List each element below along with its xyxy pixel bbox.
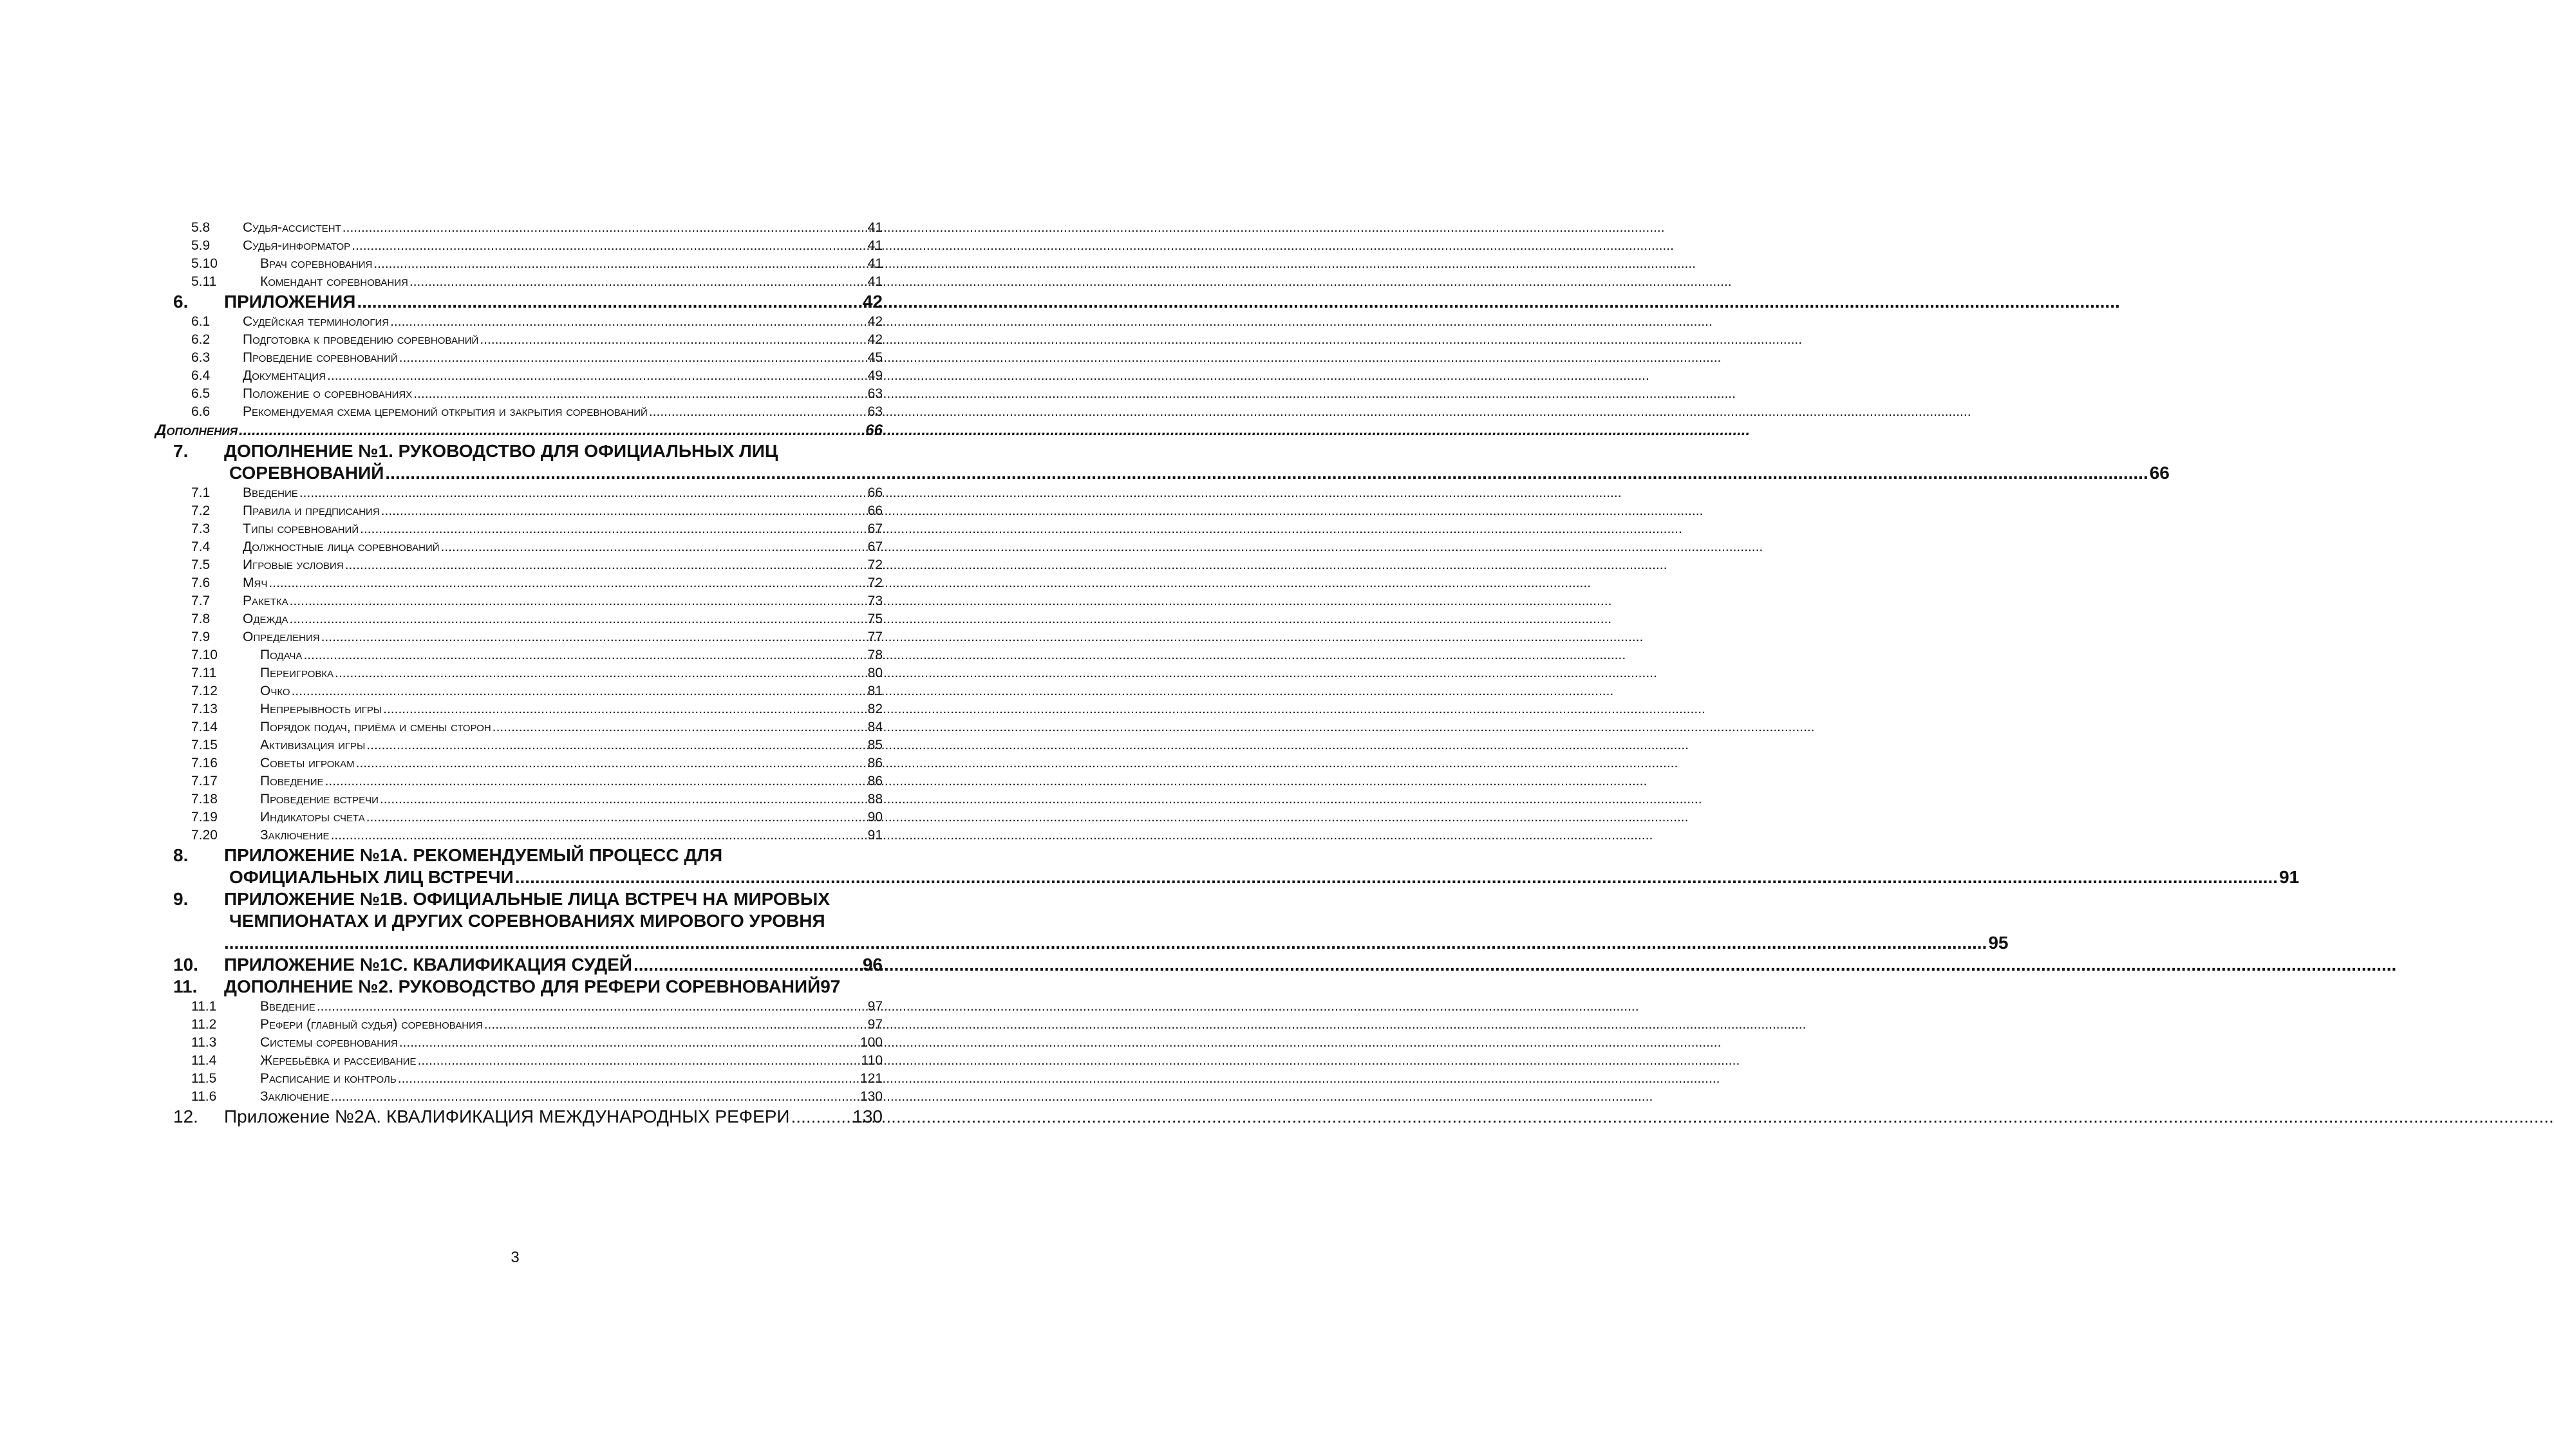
toc-chapter-11[interactable] <box>155 976 883 998</box>
dot-leader <box>292 682 867 700</box>
toc-page: 41 <box>867 238 883 253</box>
toc-number: 7.10 <box>191 648 218 662</box>
toc-number: 7.8 <box>191 611 211 626</box>
toc-number: 6.6 <box>191 404 211 419</box>
toc-entry-7-6[interactable] <box>155 574 883 592</box>
toc-number: 10. <box>173 955 198 975</box>
toc-page: 96 <box>862 955 883 975</box>
toc-number: 7.6 <box>191 575 211 590</box>
toc-title: Одежда <box>243 611 288 626</box>
dot-leader <box>352 237 866 255</box>
dot-leader <box>360 520 867 538</box>
toc-number: 11.1 <box>191 999 217 1014</box>
toc-entry-7-5[interactable] <box>155 556 883 574</box>
toc-title: ПРИЛОЖЕНИЕ №1С. КВАЛИФИКАЦИЯ СУДЕЙ <box>224 955 632 975</box>
toc-entry-7-13[interactable] <box>155 700 883 718</box>
toc-chapter-9[interactable] <box>155 888 2009 954</box>
toc-title: Ракетка <box>243 593 288 608</box>
dot-leader <box>441 538 867 556</box>
dot-leader <box>239 421 864 440</box>
dot-leader <box>356 754 867 772</box>
toc-page: 42 <box>867 314 883 329</box>
toc-page: 86 <box>867 756 883 770</box>
toc-entry-5-9[interactable] <box>155 237 883 255</box>
toc-title-line1: ПРИЛОЖЕНИЕ №1А. РЕКОМЕНДУЕМЫЙ ПРОЦЕСС ДЛЯ <box>224 845 723 865</box>
toc-title: Судья-информатор <box>243 238 351 253</box>
toc-page: 41 <box>867 256 883 271</box>
toc-entry-6-4[interactable] <box>155 367 883 385</box>
dot-leader <box>366 736 866 754</box>
toc-title: Положение о соревнованиях <box>243 386 413 401</box>
toc-page: 82 <box>867 702 883 716</box>
dot-leader <box>413 385 866 403</box>
dot-leader <box>399 349 867 367</box>
dot-leader <box>373 255 866 273</box>
toc-number: 7.2 <box>191 503 211 518</box>
toc-page: 130 <box>859 1089 883 1104</box>
toc-entry-7-9[interactable] <box>155 628 883 646</box>
dot-leader <box>515 866 2278 888</box>
toc-number: 11. <box>173 976 198 996</box>
toc-title-line2: ОФИЦИАЛЬНЫХ ЛИЦ ВСТРЕЧИ <box>229 867 514 887</box>
toc-title: Типы соревнований <box>243 521 359 536</box>
toc-number: 7.20 <box>191 828 218 843</box>
toc-title: Введение <box>243 485 298 500</box>
toc-entry-11-1[interactable] <box>155 998 883 1016</box>
toc-title: ПРИЛОЖЕНИЯ <box>224 292 356 312</box>
toc-number: 7.15 <box>191 738 218 752</box>
toc-title: ДОПОЛНЕНИЕ №2. РУКОВОДСТВО ДЛЯ РЕФЕРИ СОРЕВНОВАНИЙ <box>224 976 821 996</box>
dot-leader <box>357 291 861 313</box>
toc-page: 86 <box>867 774 883 789</box>
dot-leader <box>317 998 867 1016</box>
toc-page: 97 <box>820 976 841 996</box>
toc-page: 81 <box>867 684 883 698</box>
toc-title: Подготовка к проведению соревнований <box>243 332 479 347</box>
toc-number: 9. <box>173 889 189 909</box>
toc-title-line1: ДОПОЛНЕНИЕ №1. РУКОВОДСТВО ДЛЯ ОФИЦИАЛЬНЫХ ЛИЦ <box>224 441 778 461</box>
dot-leader <box>303 646 866 664</box>
toc-entry-7-10[interactable] <box>155 646 883 664</box>
toc-title: Советы игрокам <box>260 756 355 770</box>
toc-number: 11.4 <box>191 1053 217 1068</box>
toc-page: 91 <box>2279 867 2300 887</box>
toc-page: 66 <box>2149 463 2170 483</box>
toc-entry-7-19[interactable] <box>155 808 883 826</box>
toc-supplements[interactable] <box>155 421 883 440</box>
toc-page: 85 <box>867 738 883 752</box>
toc-entry-11-5[interactable] <box>155 1070 883 1088</box>
dot-leader <box>484 1016 867 1034</box>
toc-number: 7.11 <box>191 666 217 680</box>
dot-leader <box>634 954 861 976</box>
toc-entry-7-20[interactable] <box>155 826 883 845</box>
toc-number: 7.19 <box>191 810 218 825</box>
toc-entry-6-1[interactable] <box>155 313 883 331</box>
dot-leader <box>385 462 2148 484</box>
toc-entry-11-2[interactable] <box>155 1016 883 1034</box>
toc-entry-5-10[interactable] <box>155 255 883 273</box>
toc-page: 91 <box>867 828 883 843</box>
toc-title: Комендант соревнования <box>260 274 408 289</box>
toc-entry-7-4[interactable] <box>155 538 883 556</box>
dot-leader <box>409 273 867 291</box>
dot-leader <box>345 556 867 574</box>
dot-leader <box>380 790 867 808</box>
toc-entry-7-12[interactable] <box>155 682 883 700</box>
toc-entry-7-8[interactable] <box>155 610 883 628</box>
toc-entry-6-5[interactable] <box>155 385 883 403</box>
toc-title: Переигровка <box>260 666 334 680</box>
toc-title: Судейская терминология <box>243 314 390 329</box>
toc-page: 67 <box>867 539 883 554</box>
toc-number: 8. <box>173 845 189 865</box>
dot-leader <box>268 574 866 592</box>
toc-title: Должностные лица соревнований <box>243 539 440 554</box>
toc-title: Введение <box>260 999 315 1014</box>
dot-leader <box>290 610 867 628</box>
toc-entry-7-1[interactable] <box>155 484 883 502</box>
dot-leader <box>321 628 867 646</box>
dot-leader <box>390 313 867 331</box>
toc-number: 6.2 <box>191 332 211 347</box>
toc-page: 66 <box>867 485 883 500</box>
toc-entry-6-6[interactable] <box>155 403 883 421</box>
toc-number: 6. <box>173 292 189 312</box>
toc-title: Рекомендуемая схема церемоний открытия и закрытия соревнований <box>243 404 648 419</box>
toc-entry-7-15[interactable] <box>155 736 883 754</box>
toc-title: Рефери (главный судья) соревнования <box>260 1017 483 1032</box>
toc-page: 80 <box>867 666 883 680</box>
toc-entry-7-3[interactable] <box>155 520 883 538</box>
toc-number: 5.9 <box>191 238 211 253</box>
toc-title: Документация <box>243 368 326 383</box>
dot-leader <box>493 718 867 736</box>
toc-title: Правила и предписания <box>243 503 380 518</box>
toc-title-line1: ПРИЛОЖЕНИЕ №1В. ОФИЦИАЛЬНЫЕ ЛИЦА ВСТРЕЧ НА МИРОВЫХ <box>224 889 831 909</box>
toc-number: 7.7 <box>191 593 211 608</box>
toc-entry-7-17[interactable] <box>155 772 883 790</box>
page-number: 3 <box>511 1249 520 1266</box>
toc-entry-6-3[interactable] <box>155 349 883 367</box>
toc-chapter-7[interactable] <box>155 440 2170 484</box>
dot-leader <box>366 808 867 826</box>
table-of-contents <box>155 219 2300 1128</box>
toc-chapter-6[interactable] <box>155 291 883 313</box>
toc-number: 11.5 <box>191 1071 217 1086</box>
toc-number: 7.5 <box>191 557 211 572</box>
toc-title: Заключение <box>260 1089 330 1104</box>
toc-title: Порядок подач, приёма и смены сторон <box>260 720 491 734</box>
toc-number: 7.3 <box>191 521 211 536</box>
toc-number: 7.14 <box>191 720 218 734</box>
toc-number: 7.4 <box>191 539 211 554</box>
toc-title-line2: ЧЕМПИОНАТАХ И ДРУГИХ СОРЕВНОВАНИЯХ МИРОВОГО УРОВНЯ <box>229 911 825 931</box>
toc-number: 5.11 <box>191 274 217 289</box>
dot-leader <box>649 403 867 421</box>
toc-entry-11-6[interactable] <box>155 1088 883 1106</box>
toc-title-line2: СОРЕВНОВАНИЙ <box>229 463 384 483</box>
toc-entry-7-14[interactable] <box>155 718 883 736</box>
dot-leader <box>224 932 1987 954</box>
toc-page: 72 <box>867 557 883 572</box>
toc-number: 7.1 <box>191 485 211 500</box>
dot-leader <box>480 331 866 349</box>
toc-number: 7.12 <box>191 684 218 698</box>
toc-page: 97 <box>867 1017 883 1032</box>
toc-page: 97 <box>867 999 883 1014</box>
toc-entry-5-11[interactable] <box>155 273 883 291</box>
toc-page: 95 <box>1988 933 2009 953</box>
toc-title: Проведение соревнований <box>243 350 398 365</box>
toc-chapter-8[interactable] <box>155 845 2300 888</box>
toc-title: Дополнения <box>155 422 238 439</box>
toc-entry-7-18[interactable] <box>155 790 883 808</box>
toc-number: 7.18 <box>191 792 218 807</box>
toc-number: 7.17 <box>191 774 218 789</box>
toc-page: 41 <box>867 274 883 289</box>
toc-title: Поведение <box>260 774 324 789</box>
toc-page: 73 <box>867 593 883 608</box>
dot-leader <box>398 1070 859 1088</box>
toc-page: 100 <box>859 1035 883 1050</box>
toc-chapter-10[interactable] <box>155 954 883 976</box>
toc-number: 6.1 <box>191 314 211 329</box>
toc-page: 72 <box>867 575 883 590</box>
dot-leader <box>331 1088 859 1106</box>
dot-leader <box>383 700 867 718</box>
dot-leader <box>381 502 867 520</box>
toc-number: 11.3 <box>191 1035 217 1050</box>
toc-entry-7-16[interactable] <box>155 754 883 772</box>
toc-number: 7.16 <box>191 756 218 770</box>
toc-number: 6.4 <box>191 368 211 383</box>
toc-number: 6.5 <box>191 386 211 401</box>
toc-title: Игровые условия <box>243 557 344 572</box>
toc-page: 67 <box>867 521 883 536</box>
toc-title: Индикаторы счета <box>260 810 365 825</box>
toc-page: 88 <box>867 792 883 807</box>
toc-page: 63 <box>867 386 883 401</box>
toc-title: Приложение №2А. КВАЛИФИКАЦИЯ МЕЖДУНАРОДНЫХ РЕФЕРИ <box>224 1106 790 1126</box>
toc-page: 78 <box>867 648 883 662</box>
toc-title: Активизация игры <box>260 738 366 752</box>
toc-title: Определения <box>243 630 320 644</box>
toc-title: Непрерывность игры <box>260 702 382 716</box>
toc-chapter-12[interactable] <box>155 1106 883 1128</box>
toc-number: 5.10 <box>191 256 218 271</box>
toc-page: 130 <box>852 1106 883 1126</box>
dot-leader <box>290 592 867 610</box>
dot-leader <box>418 1052 860 1070</box>
toc-entry-7-2[interactable] <box>155 502 883 520</box>
toc-page: 45 <box>867 350 883 365</box>
toc-page: 63 <box>867 404 883 419</box>
toc-title: Подача <box>260 648 303 662</box>
toc-entry-7-11[interactable] <box>155 664 883 682</box>
toc-title: Очко <box>260 684 290 698</box>
toc-page: 84 <box>867 720 883 734</box>
toc-page: 77 <box>867 630 883 644</box>
toc-number: 11.6 <box>191 1089 217 1104</box>
dot-leader <box>325 772 867 790</box>
toc-page: 121 <box>859 1071 883 1086</box>
toc-title: Расписание и контроль <box>260 1071 397 1086</box>
toc-title: Мяч <box>243 575 268 590</box>
dot-leader <box>331 826 867 845</box>
toc-page: 66 <box>865 422 883 439</box>
toc-title: Врач соревнования <box>260 256 373 271</box>
toc-number: 12. <box>173 1106 198 1126</box>
toc-page: 110 <box>861 1053 883 1068</box>
dot-leader <box>299 484 867 502</box>
toc-page: 41 <box>867 220 883 235</box>
toc-entry-6-2[interactable] <box>155 331 883 349</box>
toc-entry-11-3[interactable] <box>155 1034 883 1052</box>
toc-number: 7.9 <box>191 630 211 644</box>
toc-title: Жеребьёвка и рассеивание <box>260 1053 417 1068</box>
toc-title: Системы соревнования <box>260 1035 398 1050</box>
toc-entry-11-4[interactable] <box>155 1052 883 1070</box>
toc-page: 49 <box>867 368 883 383</box>
toc-page: 90 <box>867 810 883 825</box>
toc-page: 75 <box>867 611 883 626</box>
toc-title: Заключение <box>260 828 330 843</box>
toc-page: 42 <box>862 292 883 312</box>
toc-entry-7-7[interactable] <box>155 592 883 610</box>
toc-number: 5.8 <box>191 220 211 235</box>
dot-leader <box>335 664 867 682</box>
toc-number: 11.2 <box>191 1017 217 1032</box>
toc-title: Проведение встречи <box>260 792 379 807</box>
dot-leader <box>343 219 867 237</box>
toc-number: 7.13 <box>191 702 218 716</box>
toc-entry-5-8[interactable] <box>155 219 883 237</box>
toc-title: Судья-ассистент <box>243 220 341 235</box>
toc-page: 42 <box>867 332 883 347</box>
dot-leader <box>791 1106 852 1128</box>
toc-page: 66 <box>867 503 883 518</box>
dot-leader <box>399 1034 859 1052</box>
toc-number: 6.3 <box>191 350 211 365</box>
toc-number: 7. <box>173 441 189 461</box>
dot-leader <box>327 367 867 385</box>
